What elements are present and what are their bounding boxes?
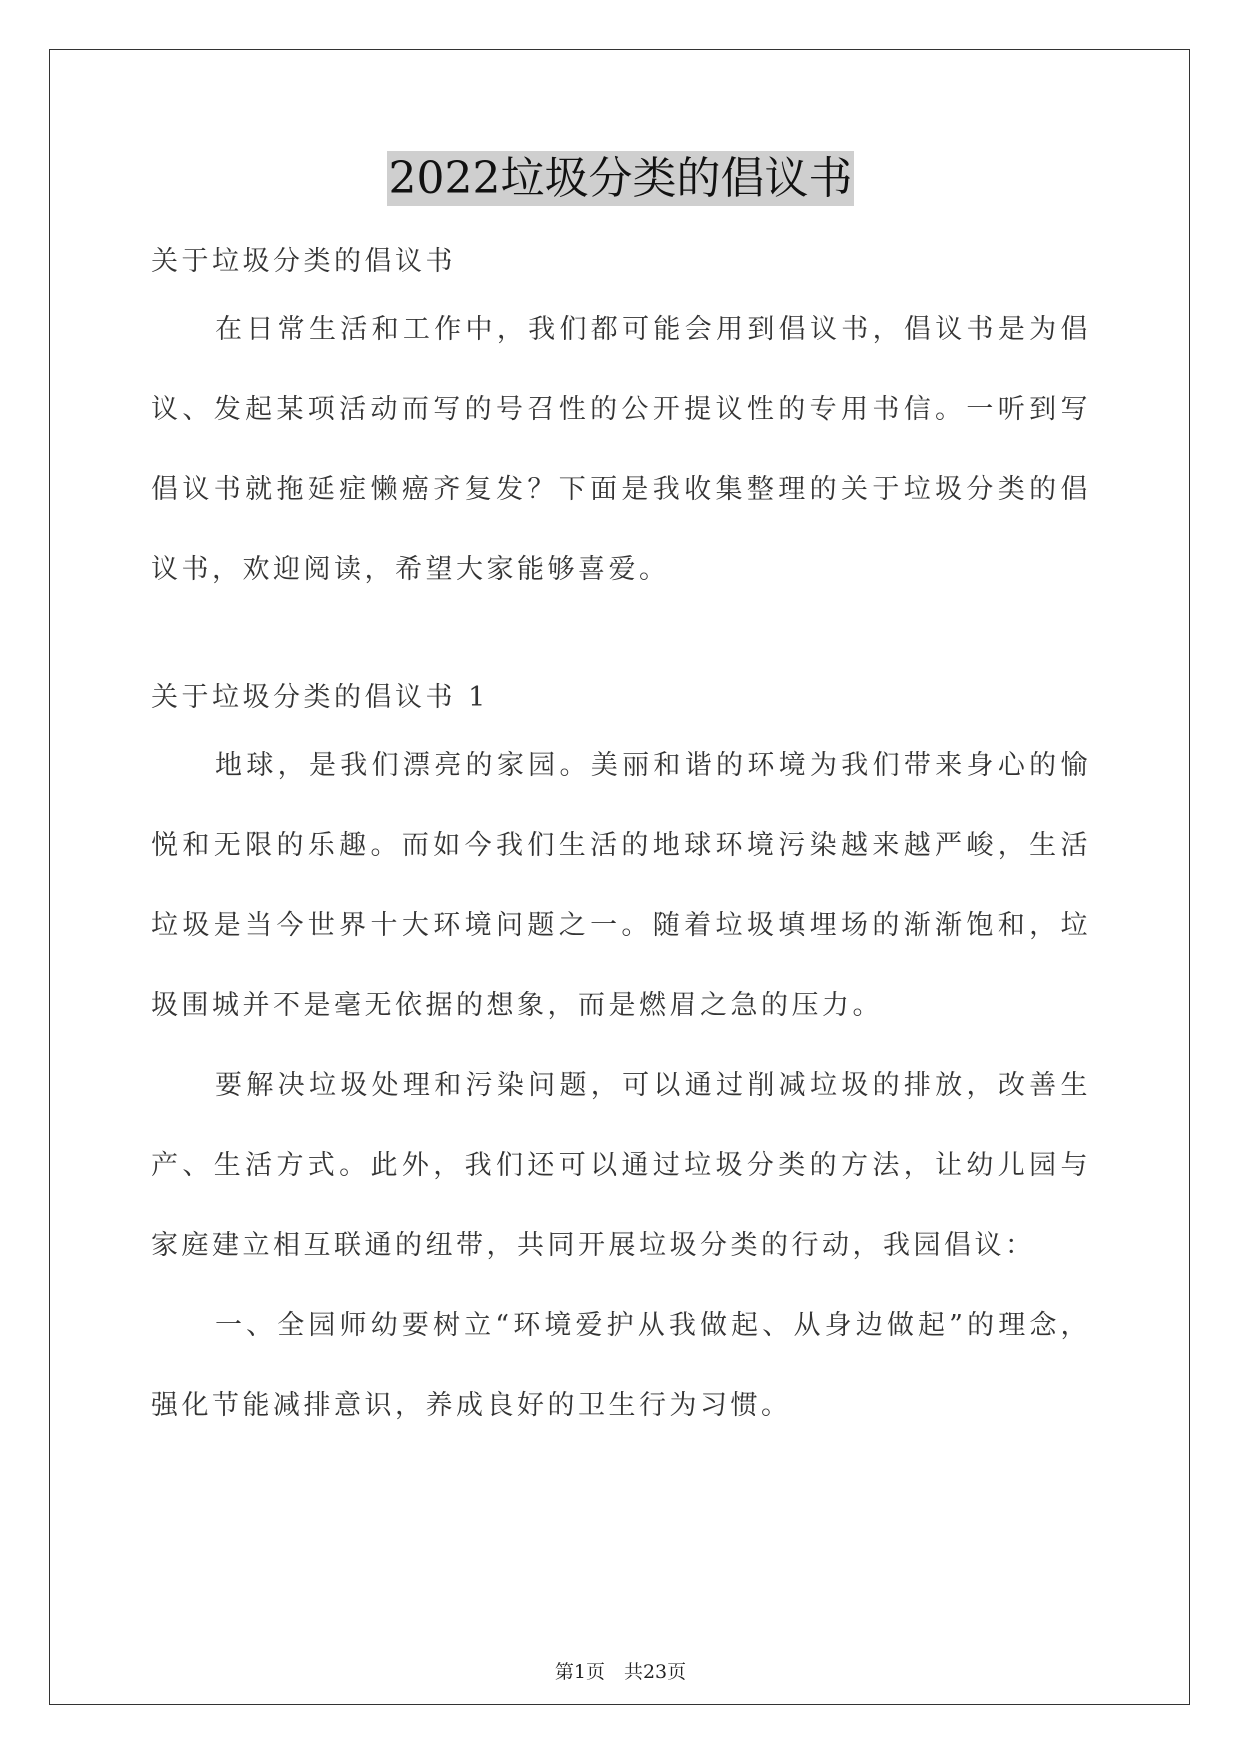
body-paragraph-1: 地球，是我们漂亮的家园。美丽和谐的环境为我们带来身心的愉悦和无限的乐趣。而如今我们生活的地球环境污染越来越严峻，生活垃圾是当今世界十大环境问题之一。随着垃圾填埋场的渐渐饱和，垃圾围城并不是毫无依据的想象，而是燃眉之急的压力。 <box>151 750 1091 1021</box>
document-title-text: 2022垃圾分类的倡议书 <box>388 153 853 204</box>
body-paragraph-3: 一、全园师幼要树立“环境爱护从我做起、从身边做起”的理念，强化节能减排意识，养成良好的卫生行为习惯。 <box>151 1310 1091 1421</box>
intro-section <box>151 290 1091 610</box>
body-section <box>151 726 1091 1446</box>
intro-paragraph: 在日常生活和工作中，我们都可能会用到倡议书，倡议书是为倡议、发起某项活动而写的号召性的公开提议性的专用书信。一听到写倡议书就拖延症懒癌齐复发？下面是我收集整理的关于垃圾分类的倡议书，欢迎阅读，希望大家能够喜爱。 <box>151 314 1091 585</box>
subheading: 关于垃圾分类的倡议书 <box>151 246 456 277</box>
page-number: 第1页 共23页 <box>554 1661 687 1683</box>
section-heading: 关于垃圾分类的倡议书 1 <box>151 682 489 713</box>
body-paragraph-2: 要解决垃圾处理和污染问题，可以通过削减垃圾的排放，改善生产、生活方式。此外，我们还可以通过垃圾分类的方法，让幼儿园与家庭建立相互联通的纽带，共同开展垃圾分类的行动，我园倡议： <box>151 1070 1091 1261</box>
page-footer <box>0 1660 1241 1684</box>
document-title <box>0 151 1241 207</box>
